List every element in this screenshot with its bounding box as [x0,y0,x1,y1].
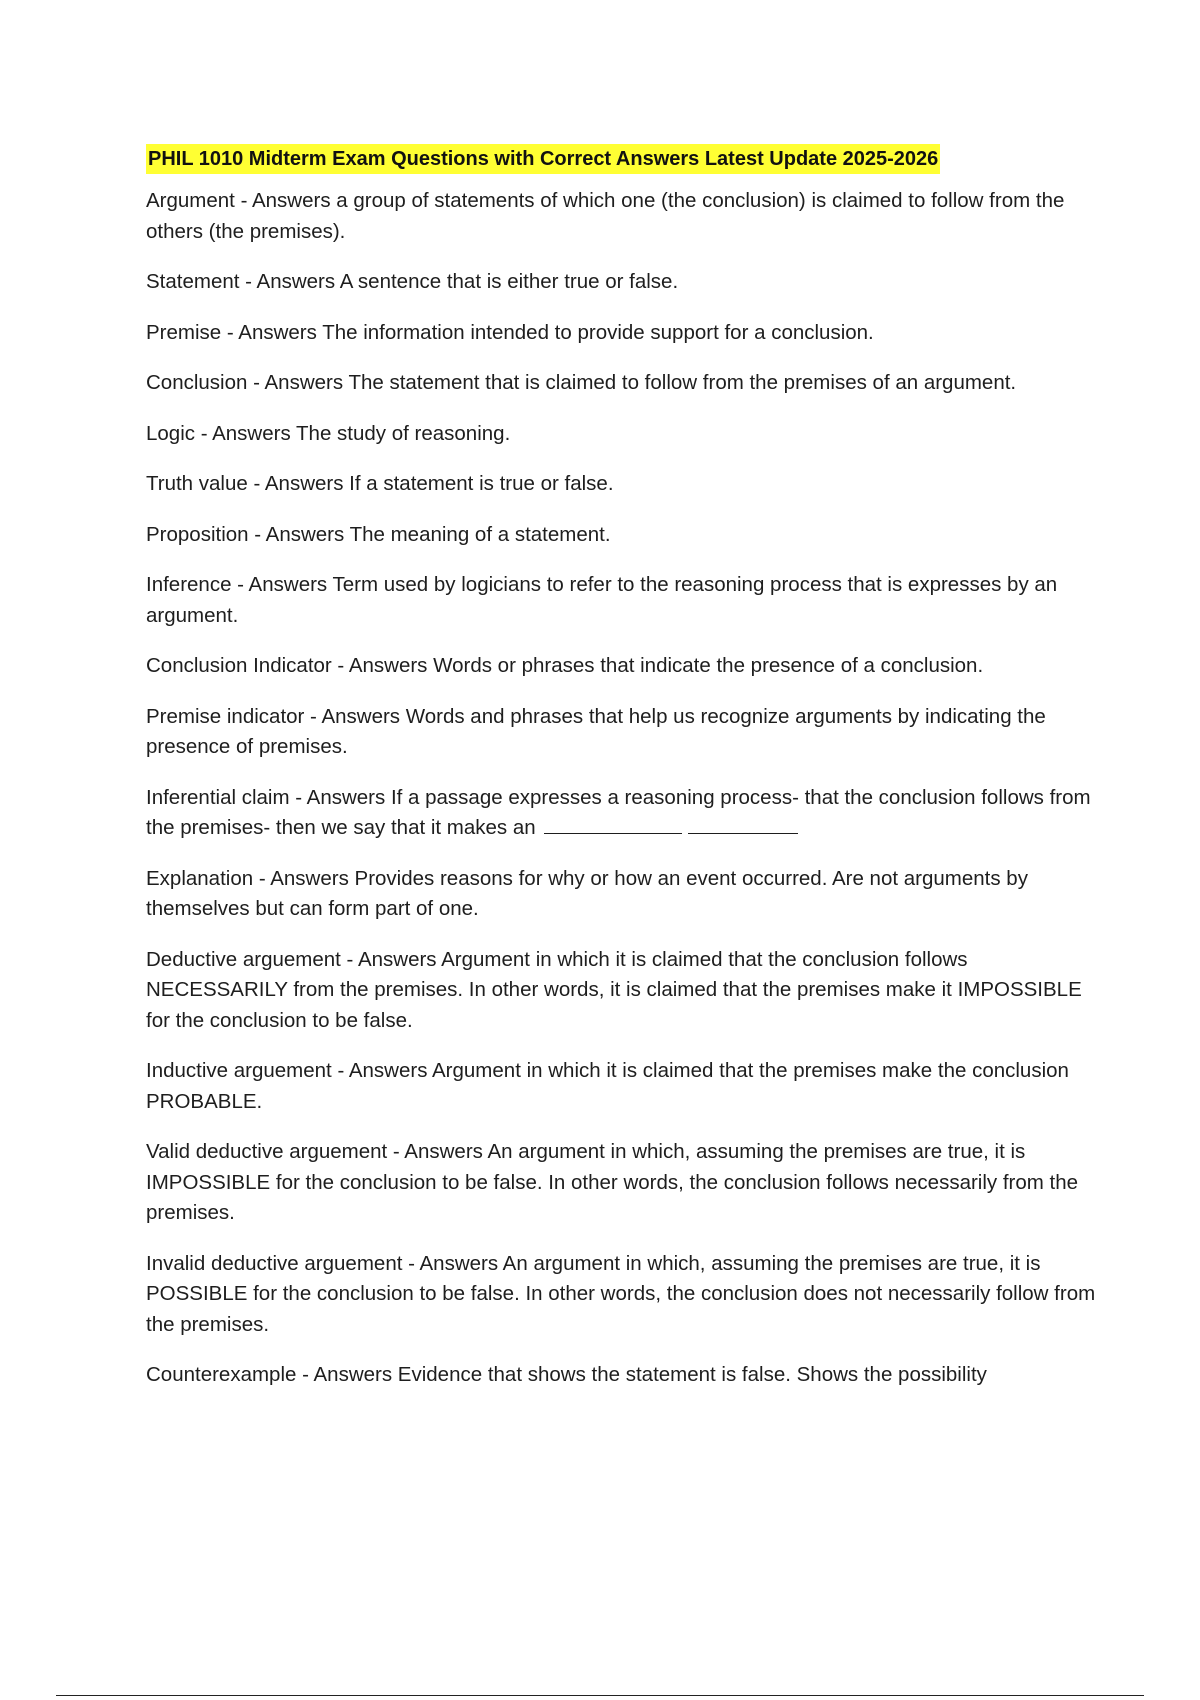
flashcard-entry-truth-value: Truth value - Answers If a statement is true or false. [146,472,614,495]
fill-in-blank-line [544,815,682,834]
flashcard-entry-counterexample: Counterexample - Answers Evidence that shows the statement is false. Shows the possibility [146,1363,987,1386]
flashcard-entry-inferential-claim [146,783,1096,844]
document-content [146,144,1096,1411]
flashcard-entry-conclusion-indicator: Conclusion Indicator - Answers Words or phrases that indicate the presence of a conclusion. [146,654,984,677]
flashcard-entry-statement: Statement - Answers A sentence that is either true or false. [146,270,679,293]
flashcard-entry-invalid-deductive-arguement: Invalid deductive arguement - Answers An argument in which, assuming the premises are true, it is POSSIBLE for the conclusion to be false. In other words, the conclusion does not necessarily follow from the premises. [146,1251,1096,1336]
flashcard-entry-explanation: Explanation - Answers Provides reasons for why or how an event occurred. Are not arguments by themselves but can form part of one. [146,866,1028,920]
flashcard-entry-conclusion: Conclusion - Answers The statement that is claimed to follow from the premises of an argument. [146,371,1017,394]
flashcard-entry-inductive-arguement: Inductive arguement - Answers Argument in which it is claimed that the premises make the conclusion PROBABLE. [146,1059,1069,1113]
flashcard-list [146,186,1096,1391]
flashcard-entry-premise: Premise - Answers The information intended to provide support for a conclusion. [146,320,874,344]
flashcard-entry-valid-deductive-arguement: Valid deductive arguement - Answers An argument in which, assuming the premises are true, it is IMPOSSIBLE for the conclusion to be false. In other words, the conclusion follows necessarily from the premises. [146,1140,1079,1224]
flashcard-entry-inference: Inference - Answers Term used by logicians to refer to the reasoning process that is expresses by an argument. [146,573,1058,627]
flashcard-entry-argument: Argument - Answers a group of statements of which one (the conclusion) is claimed to follow from the others (the premises). [146,189,1065,243]
flashcard-entry-logic: Logic - Answers The study of reasoning. [146,421,511,445]
flashcard-entry-proposition: Proposition - Answers The meaning of a statement. [146,522,611,546]
fill-in-blank-line [688,815,798,834]
flashcard-entry-inferential-claim-text: Inferential claim - Answers If a passage expresses a reasoning process- that the conclusion follows from the premises- then we say that it makes an [146,785,1091,839]
flashcard-entry-deductive-arguement: Deductive arguement - Answers Argument in which it is claimed that the conclusion follows NECESSARILY from the premises. In other words, it is claimed that the premises make it IMPOSSIBLE for the conclusion to be false. [146,947,1082,1032]
page-bottom-rule [56,1695,1144,1696]
flashcard-entry-premise-indicator: Premise indicator - Answers Words and phrases that help us recognize arguments by indicating the presence of premises. [146,704,1046,758]
document-title: PHIL 1010 Midterm Exam Questions with Correct Answers Latest Update 2025-2026 [146,144,940,174]
